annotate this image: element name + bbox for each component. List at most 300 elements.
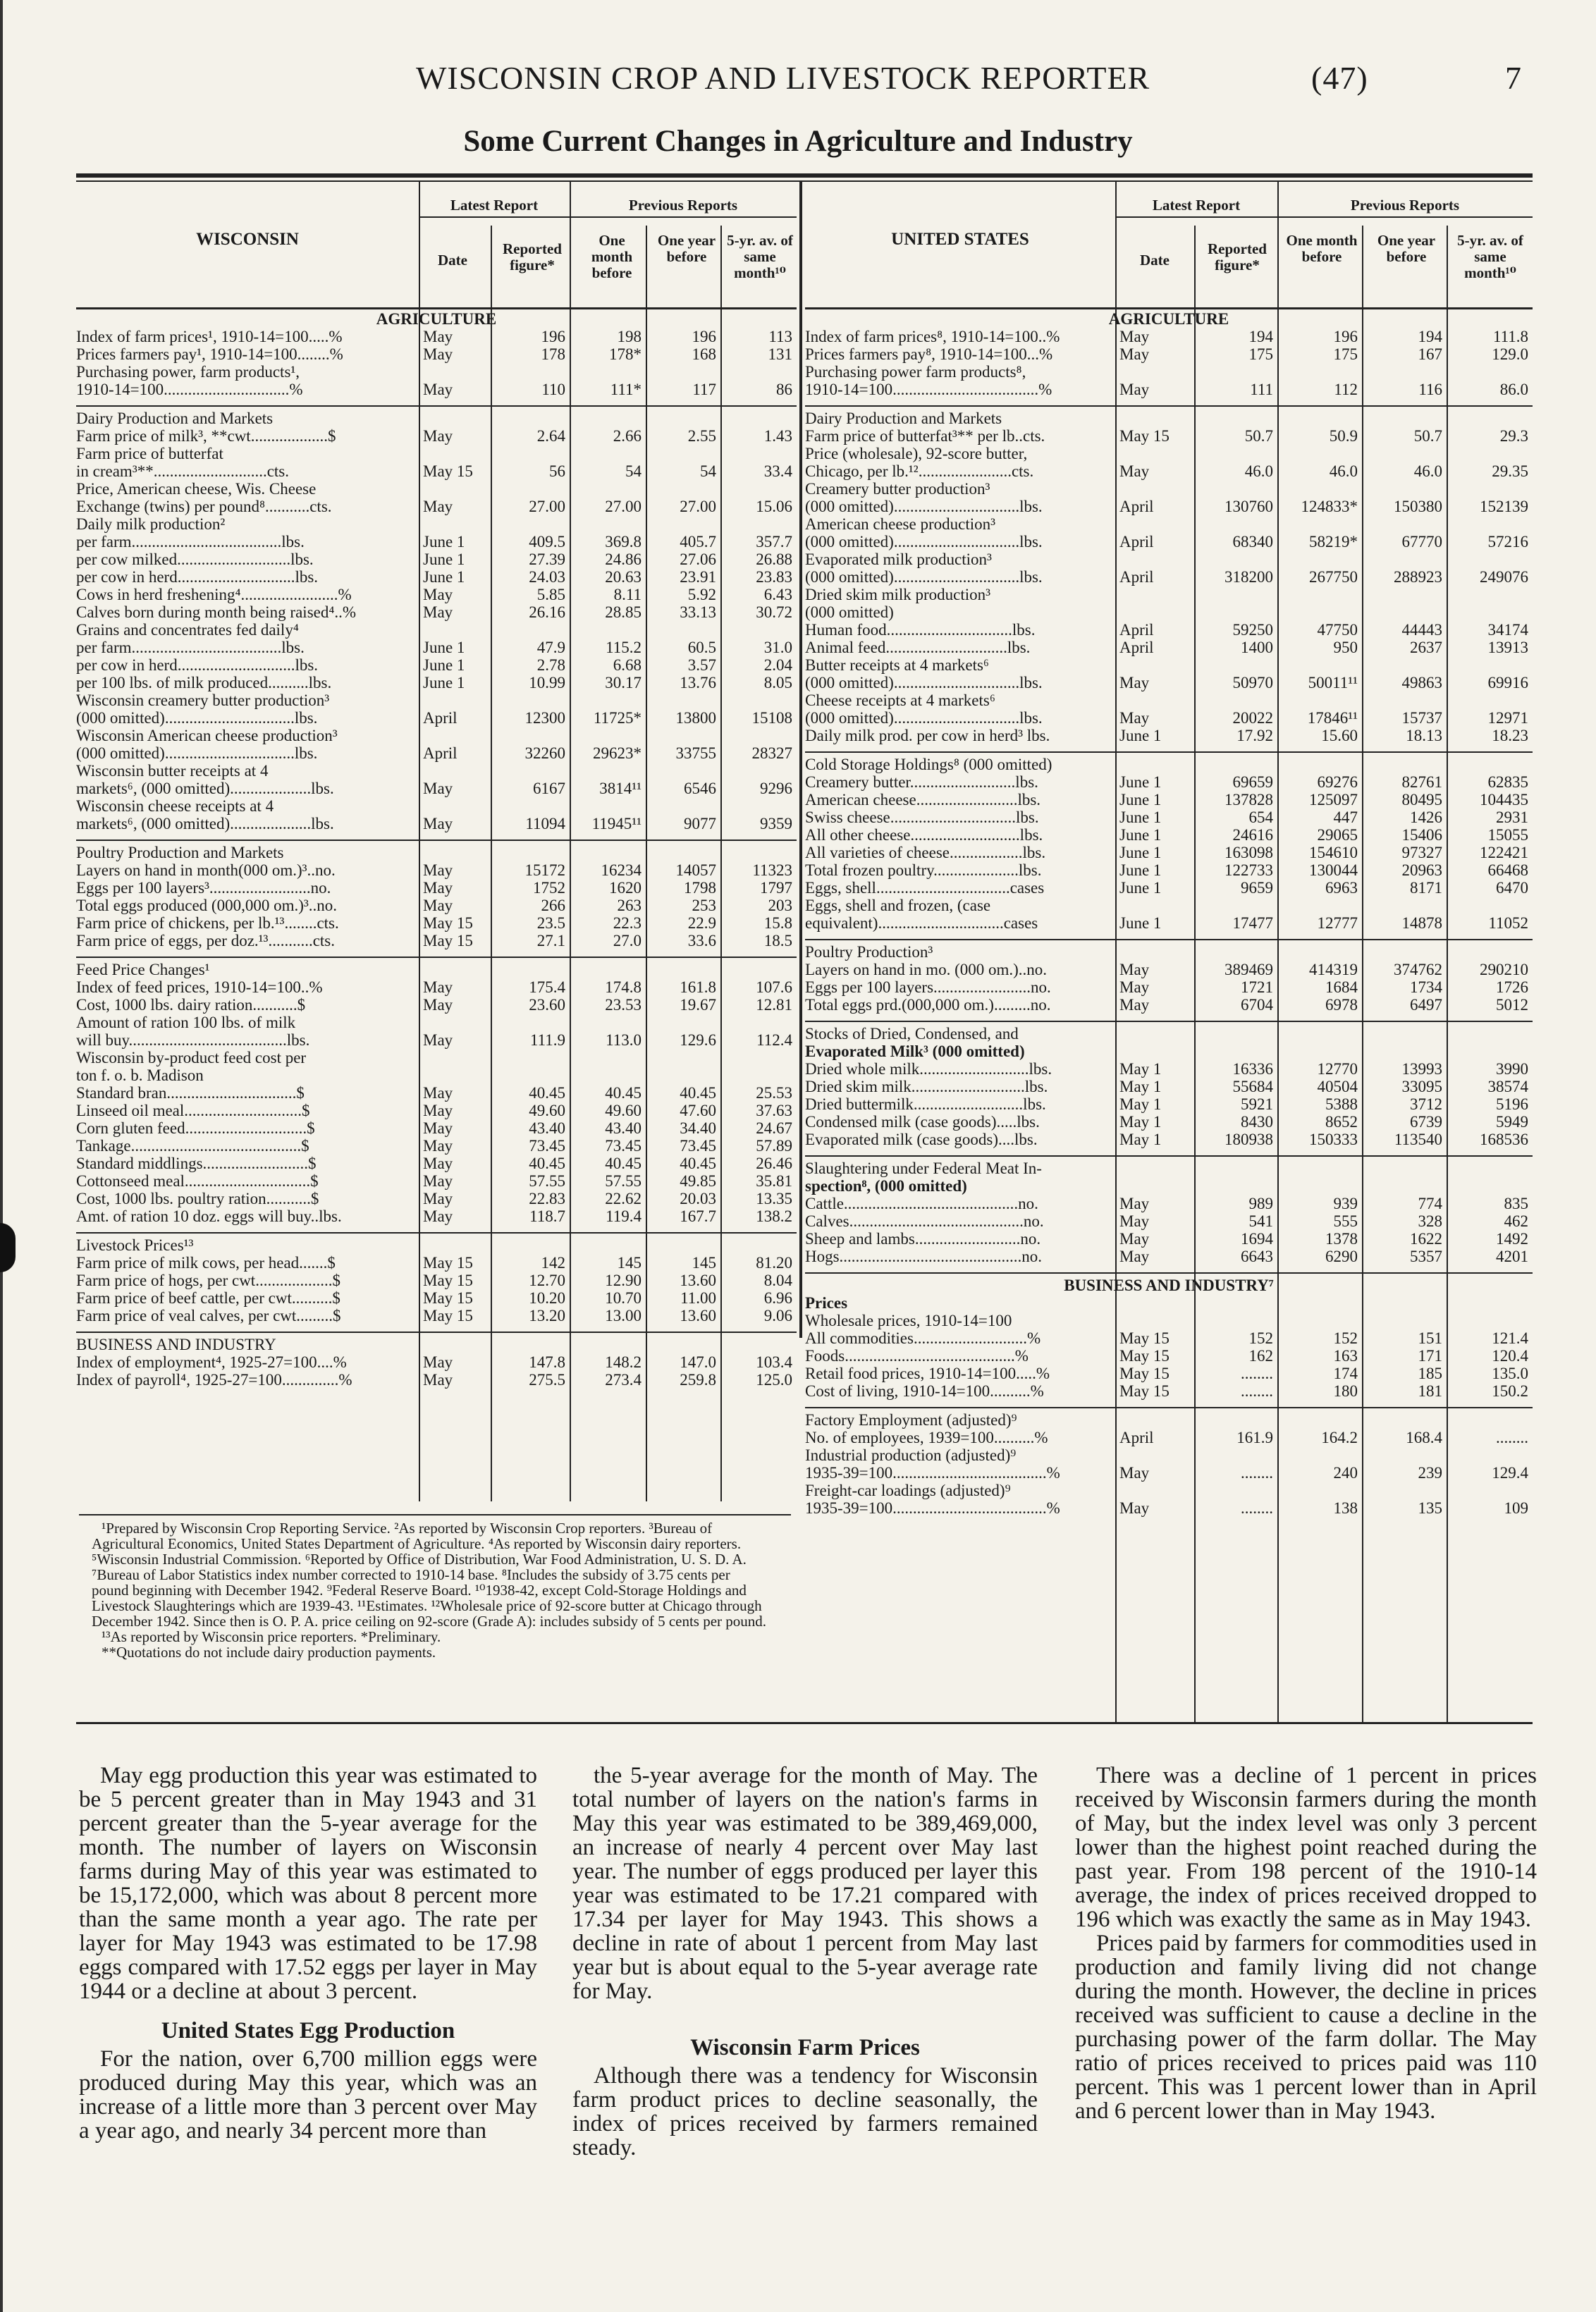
table-cell [419, 1049, 491, 1066]
table-cell [646, 1336, 720, 1353]
table-cell: May [1119, 1212, 1150, 1230]
table-cell: 5196 [1496, 1095, 1528, 1113]
table-row [76, 1207, 797, 1225]
table-cell [1277, 1446, 1362, 1464]
row-label: Standard middlings..........................$ [76, 1155, 317, 1172]
row-label: AGRICULTURE [1108, 310, 1229, 328]
table-cell [646, 762, 720, 780]
row-label: Cheese receipts at 4 markets⁶ [805, 691, 995, 709]
table-row [76, 328, 797, 345]
table-cell [720, 1236, 797, 1254]
table-cell: 13.00 [605, 1307, 642, 1324]
table-cell: 249076 [1480, 568, 1528, 586]
table-cell [1362, 363, 1447, 381]
table-cell: 2637 [1410, 639, 1442, 656]
table-cell: 117 [692, 381, 716, 398]
table-cell: 2.55 [687, 427, 716, 445]
table-cell: 33.4 [763, 462, 792, 480]
table-row [76, 1014, 797, 1031]
row-label: Index of employment⁴, 1925-27=100....% [76, 1353, 347, 1371]
table-cell: May [1119, 709, 1150, 727]
table-row [76, 1049, 797, 1066]
table-row [76, 345, 797, 363]
table-cell [491, 1066, 570, 1084]
row-label: Chicago, per lb.¹².......................cts. [805, 462, 1034, 480]
table-cell: 16234 [601, 861, 642, 879]
table-cell: 18.13 [1406, 727, 1442, 744]
table-row [76, 363, 797, 381]
table-cell: 26.46 [756, 1155, 792, 1172]
table-cell [1447, 656, 1533, 674]
table-row [76, 879, 797, 897]
table-cell [1115, 515, 1194, 533]
table-row [76, 709, 797, 727]
table-cell: 180 [1333, 1382, 1358, 1400]
row-label: (000 omitted)................................lbs. [76, 709, 318, 727]
table-cell: 69659 [1232, 773, 1273, 791]
table-row [805, 462, 1533, 480]
table-cell [1115, 1294, 1194, 1312]
table-cell: 47.60 [680, 1102, 716, 1119]
col-one-year: One year before [1377, 232, 1436, 265]
table-row [76, 1119, 797, 1137]
table-cell: 194 [1248, 328, 1273, 345]
table-cell [1194, 603, 1277, 621]
table-row [805, 1499, 1533, 1517]
table-row [76, 1307, 797, 1324]
table-cell: 253 [692, 897, 716, 914]
table-cell: 10.70 [605, 1289, 642, 1307]
table-cell [1277, 445, 1362, 462]
table-cell: 774 [1418, 1195, 1442, 1212]
row-label: Butter receipts at 4 markets⁶ [805, 656, 989, 674]
table-cell: June 1 [423, 533, 465, 551]
row-label: Creamery butter..........................lbs. [805, 773, 1038, 791]
table-cell [1115, 445, 1194, 462]
table-row [76, 515, 797, 533]
table-cell: 12300 [524, 709, 565, 727]
table-cell [491, 797, 570, 815]
row-label: (000 omitted) [805, 603, 894, 621]
table-cell: 14878 [1401, 914, 1442, 932]
table-row [805, 1329, 1533, 1347]
region-label: UNITED STATES [891, 230, 1029, 249]
table-cell: 167.7 [680, 1207, 716, 1225]
table-cell: 2.04 [763, 656, 792, 674]
table-cell [1194, 1446, 1277, 1464]
table-row [76, 568, 797, 586]
table-cell [1277, 363, 1362, 381]
table-row [805, 1078, 1533, 1095]
row-label: 1935-39=100......................................% [805, 1499, 1060, 1517]
table-cell: 145 [692, 1254, 716, 1272]
table-cell: 654 [1248, 808, 1273, 826]
table-cell [419, 1014, 491, 1031]
table-row [76, 445, 797, 462]
table-row [76, 498, 797, 515]
row-label: Prices [805, 1294, 848, 1312]
table-cell [1447, 756, 1533, 773]
row-label: (000 omitted)...............................lbs. [805, 709, 1043, 727]
table-row [805, 773, 1533, 791]
table-cell: 24616 [1232, 826, 1273, 844]
table-cell: May [1119, 328, 1150, 345]
table-cell: 67770 [1401, 533, 1442, 551]
row-label: (000 omitted)...............................lbs. [805, 674, 1043, 691]
row-label: markets⁶, (000 omitted)....................lbs. [76, 780, 334, 797]
table-cell: 171 [1418, 1347, 1442, 1365]
table-cell: 175 [1333, 345, 1358, 363]
row-label: in cream³**............................cts. [76, 462, 290, 480]
table-cell [646, 1049, 720, 1066]
table-row [805, 751, 1533, 773]
table-cell: 137828 [1224, 791, 1273, 808]
table-cell: 1620 [609, 879, 642, 897]
col-5yr-avg: 5-yr. av. of same month¹⁰ [727, 232, 793, 281]
table-cell: May 1 [1119, 1095, 1162, 1113]
table-cell: 15108 [751, 709, 792, 727]
table-cell [1194, 445, 1277, 462]
table-cell: May [423, 1190, 453, 1207]
table-cell [1447, 1411, 1533, 1429]
table-cell [1447, 1160, 1533, 1177]
row-label: Poultry Production³ [805, 943, 933, 961]
row-label: Animal feed..............................lbs. [805, 639, 1031, 656]
table-cell: 35.81 [756, 1172, 792, 1190]
row-label: 1910-14=100....................................% [805, 381, 1052, 398]
table-cell: 357.7 [756, 533, 792, 551]
table-cell: 97327 [1401, 844, 1442, 861]
table-cell [1277, 897, 1362, 914]
table-cell: 8.11 [613, 586, 642, 603]
table-cell: 3814¹¹ [599, 780, 642, 797]
table-row [805, 1382, 1533, 1400]
row-label: Index of farm prices¹, 1910-14=100.....% [76, 328, 343, 345]
table-cell: May 15 [1119, 1382, 1170, 1400]
row-label: All other cheese...........................lbs. [805, 826, 1043, 844]
table-cell: May [423, 780, 453, 797]
table-cell: ........ [1241, 1464, 1273, 1482]
table-cell: 25.53 [756, 1084, 792, 1102]
table-cell: 8652 [1325, 1113, 1358, 1131]
table-cell [1362, 1025, 1447, 1043]
table-row [805, 996, 1533, 1014]
table-cell [419, 1066, 491, 1084]
table-cell: 168 [692, 345, 716, 363]
section-heading: United States Egg Production [161, 2018, 455, 2043]
table-cell: ........ [1241, 1365, 1273, 1382]
table-row [805, 480, 1533, 498]
table-cell: 23.5 [536, 914, 565, 932]
table-cell [419, 961, 491, 978]
table-cell: 73.45 [529, 1137, 565, 1155]
table-cell [1362, 1312, 1447, 1329]
table-cell: 122733 [1224, 861, 1273, 879]
row-label: Eggs, shell and frozen, (case [805, 897, 991, 914]
table-cell [419, 1236, 491, 1254]
table-cell: 174.8 [605, 978, 642, 996]
table-cell: 15172 [524, 861, 565, 879]
table-cell [1447, 1043, 1533, 1060]
table-cell: 118.7 [529, 1207, 565, 1225]
table-row [805, 405, 1533, 427]
footnote-rule [79, 1514, 791, 1515]
table-cell [1277, 1482, 1362, 1499]
table-row [76, 932, 797, 949]
table-row [805, 1095, 1533, 1113]
table-cell [720, 797, 797, 815]
table-cell [1447, 1025, 1533, 1043]
table-cell [1277, 551, 1362, 568]
table-cell: 196 [541, 328, 565, 345]
table-cell: 1694 [1241, 1230, 1273, 1248]
table-cell: 125.0 [756, 1371, 792, 1389]
table-cell: May [423, 1353, 453, 1371]
table-cell: 13.76 [680, 674, 716, 691]
table-cell: 180938 [1224, 1131, 1273, 1148]
table-cell: May [423, 996, 453, 1014]
table-row [805, 621, 1533, 639]
table-cell: 122421 [1480, 844, 1528, 861]
table-cell [1115, 480, 1194, 498]
table-cell: 22.62 [605, 1190, 642, 1207]
table-cell [1362, 410, 1447, 427]
table-cell: 8.04 [763, 1272, 792, 1289]
row-label: Human food...............................lbs. [805, 621, 1036, 639]
table-cell: 22.3 [613, 914, 642, 932]
table-cell: 1734 [1410, 978, 1442, 996]
table-cell: May 1 [1119, 1131, 1162, 1148]
table-cell [1115, 551, 1194, 568]
table-cell [646, 844, 720, 861]
table-cell: 129.0 [1492, 345, 1528, 363]
table-cell: 24.86 [605, 551, 642, 568]
table-cell [1277, 656, 1362, 674]
table-row [805, 639, 1533, 656]
table-cell: 318200 [1224, 568, 1273, 586]
table-cell [1277, 943, 1362, 961]
table-cell: 86.0 [1499, 381, 1528, 398]
table-cell: 181 [1418, 1382, 1442, 1400]
row-label: Stocks of Dried, Condensed, and [805, 1025, 1019, 1043]
table-cell: June 1 [423, 551, 465, 568]
table-cell: 129.4 [1492, 1464, 1528, 1482]
table-cell [1362, 1177, 1447, 1195]
table-cell: 54 [700, 462, 716, 480]
table-row [805, 861, 1533, 879]
table-cell [491, 445, 570, 462]
table-cell: 15737 [1401, 709, 1442, 727]
table-cell: 20022 [1232, 709, 1273, 727]
table-cell: 164.2 [1321, 1429, 1358, 1446]
row-label: Dairy Production and Markets [805, 410, 1002, 427]
table-cell: 135 [1418, 1499, 1442, 1517]
row-label: American cheese.........................lbs. [805, 791, 1041, 808]
table-cell [491, 621, 570, 639]
row-label: Layers on hand in mo. (000 om.)..no. [805, 961, 1048, 978]
table-cell: 27.00 [605, 498, 642, 515]
table-row [76, 744, 797, 762]
table-cell: 14057 [675, 861, 716, 879]
table-cell [1277, 1043, 1362, 1060]
table-cell [1194, 1294, 1277, 1312]
table-cell [720, 727, 797, 744]
table-row [76, 1353, 797, 1371]
table-cell: 121.4 [1492, 1329, 1528, 1347]
table-cell: April [1119, 533, 1154, 551]
table-cell: 124833* [1301, 498, 1358, 515]
table-cell [1194, 1177, 1277, 1195]
row-label: Price, American cheese, Wis. Cheese [76, 480, 317, 498]
table-cell: 263 [617, 897, 642, 914]
table-row [805, 328, 1533, 345]
table-cell: June 1 [1119, 879, 1162, 897]
table-cell [720, 480, 797, 498]
table-cell [1115, 943, 1194, 961]
table-cell: 154610 [1309, 844, 1358, 861]
table-cell [1115, 1160, 1194, 1177]
table-cell: 196 [692, 328, 716, 345]
table-cell: 38574 [1487, 1078, 1528, 1095]
table-cell [1115, 363, 1194, 381]
row-label: Dairy Production and Markets [76, 410, 274, 427]
table-cell: 27.06 [680, 551, 716, 568]
table-cell: 26.88 [756, 551, 792, 568]
table-cell: 5357 [1410, 1248, 1442, 1265]
table-cell: 46.0 [1329, 462, 1358, 480]
table-cell [1194, 1411, 1277, 1429]
table-cell [1447, 363, 1533, 381]
table-row [76, 427, 797, 445]
table-row [805, 844, 1533, 861]
footnote: ¹³As reported by Wisconsin price reporters. *Preliminary. [102, 1628, 441, 1645]
row-label: AGRICULTURE [376, 310, 497, 328]
table-cell [1115, 1177, 1194, 1195]
row-label: Calves...........................................no. [805, 1212, 1044, 1230]
table-cell: 40.45 [680, 1155, 716, 1172]
table-cell: 178 [541, 345, 565, 363]
table-cell [570, 445, 646, 462]
table-cell: 5012 [1496, 996, 1528, 1014]
row-label: Swiss cheese...............................lbs. [805, 808, 1039, 826]
table-cell: 12777 [1317, 914, 1358, 932]
table-cell: June 1 [1119, 861, 1162, 879]
table-row [805, 1365, 1533, 1382]
table-row [805, 1021, 1533, 1043]
table-row [805, 656, 1533, 674]
col-date: Date [438, 252, 467, 269]
table-cell: 32260 [524, 744, 565, 762]
table-row [805, 1446, 1533, 1464]
table-cell: 29065 [1317, 826, 1358, 844]
table-row [76, 797, 797, 815]
table-row [805, 1155, 1533, 1177]
table-row [805, 1272, 1533, 1294]
table-cell [1194, 1043, 1277, 1060]
table-cell [1277, 691, 1362, 709]
row-label: All commodities............................% [805, 1329, 1041, 1347]
table-cell: 111.9 [529, 1031, 565, 1049]
paragraph: There was a decline of 1 percent in prices received by Wisconsin farmers during the month of May, but the index level was only 3 percent lower than the highest point reached during the past year. From 198 percent of the 1910-14 average, the index of prices received dropped to 196 which was exactly the same as in May 1943. [1075, 1763, 1537, 1932]
table-cell [491, 1014, 570, 1031]
table-row [805, 515, 1533, 533]
table-cell [1194, 1312, 1277, 1329]
table-row [805, 914, 1533, 932]
row-label: Dried whole milk...........................lbs. [805, 1060, 1052, 1078]
table-cell: 11.00 [680, 1289, 716, 1307]
table-cell: 57216 [1487, 533, 1528, 551]
table-row [76, 1137, 797, 1155]
row-label: Wisconsin butter receipts at 4 [76, 762, 269, 780]
table-cell [646, 363, 720, 381]
page-edge [0, 0, 3, 2312]
table-cell: May 15 [1119, 1347, 1170, 1365]
table-row [76, 1254, 797, 1272]
table-row [76, 639, 797, 656]
table-cell: 18.5 [763, 932, 792, 949]
table-cell: 44443 [1401, 621, 1442, 639]
col-one-month: One month before [1286, 232, 1358, 265]
table-cell: 1684 [1325, 978, 1358, 996]
table-cell: 555 [1333, 1212, 1358, 1230]
section-heading: Wisconsin Farm Prices [690, 2035, 920, 2060]
table-cell [720, 1049, 797, 1066]
table-cell: 62835 [1487, 773, 1528, 791]
row-label: Amount of ration 100 lbs. of milk [76, 1014, 296, 1031]
table-cell: 16336 [1232, 1060, 1273, 1078]
table-cell: 15.06 [756, 498, 792, 515]
table-cell: 6.43 [763, 586, 792, 603]
table-cell [1277, 515, 1362, 533]
table-cell: 55684 [1232, 1078, 1273, 1095]
row-label: All varieties of cheese..................lbs. [805, 844, 1046, 861]
table-cell [1277, 1160, 1362, 1177]
table-cell: 168.4 [1406, 1429, 1442, 1446]
row-label: Farm price of beef cattle, per cwt..........$ [76, 1289, 340, 1307]
table-cell [646, 445, 720, 462]
table-cell: 5388 [1325, 1095, 1358, 1113]
table-cell [491, 1336, 570, 1353]
row-label: 1935-39=100......................................% [805, 1464, 1060, 1482]
table-cell [1447, 1294, 1533, 1312]
table-cell [491, 691, 570, 709]
table-cell: 49.60 [529, 1102, 565, 1119]
table-cell: 178* [609, 345, 642, 363]
table-cell: 150.2 [1492, 1382, 1528, 1400]
table-cell: 66468 [1487, 861, 1528, 879]
table-cell [720, 363, 797, 381]
table-cell [720, 515, 797, 533]
table-cell: May 1 [1119, 1113, 1162, 1131]
table-cell: 111* [610, 381, 642, 398]
table-cell [1194, 897, 1277, 914]
table-cell: 145 [617, 1254, 642, 1272]
table-row [805, 978, 1533, 996]
table-cell: 131 [768, 345, 792, 363]
table-cell [646, 410, 720, 427]
table-cell [1194, 656, 1277, 674]
table-cell [491, 410, 570, 427]
table-row [805, 445, 1533, 462]
table-cell: 240 [1333, 1464, 1358, 1482]
table-cell [646, 961, 720, 978]
table-cell: 6167 [533, 780, 565, 797]
footnotes [92, 1520, 768, 1660]
table-cell: 168536 [1480, 1131, 1528, 1148]
table-cell [1362, 445, 1447, 462]
table-row [76, 405, 797, 427]
table-cell: May [1119, 1195, 1150, 1212]
